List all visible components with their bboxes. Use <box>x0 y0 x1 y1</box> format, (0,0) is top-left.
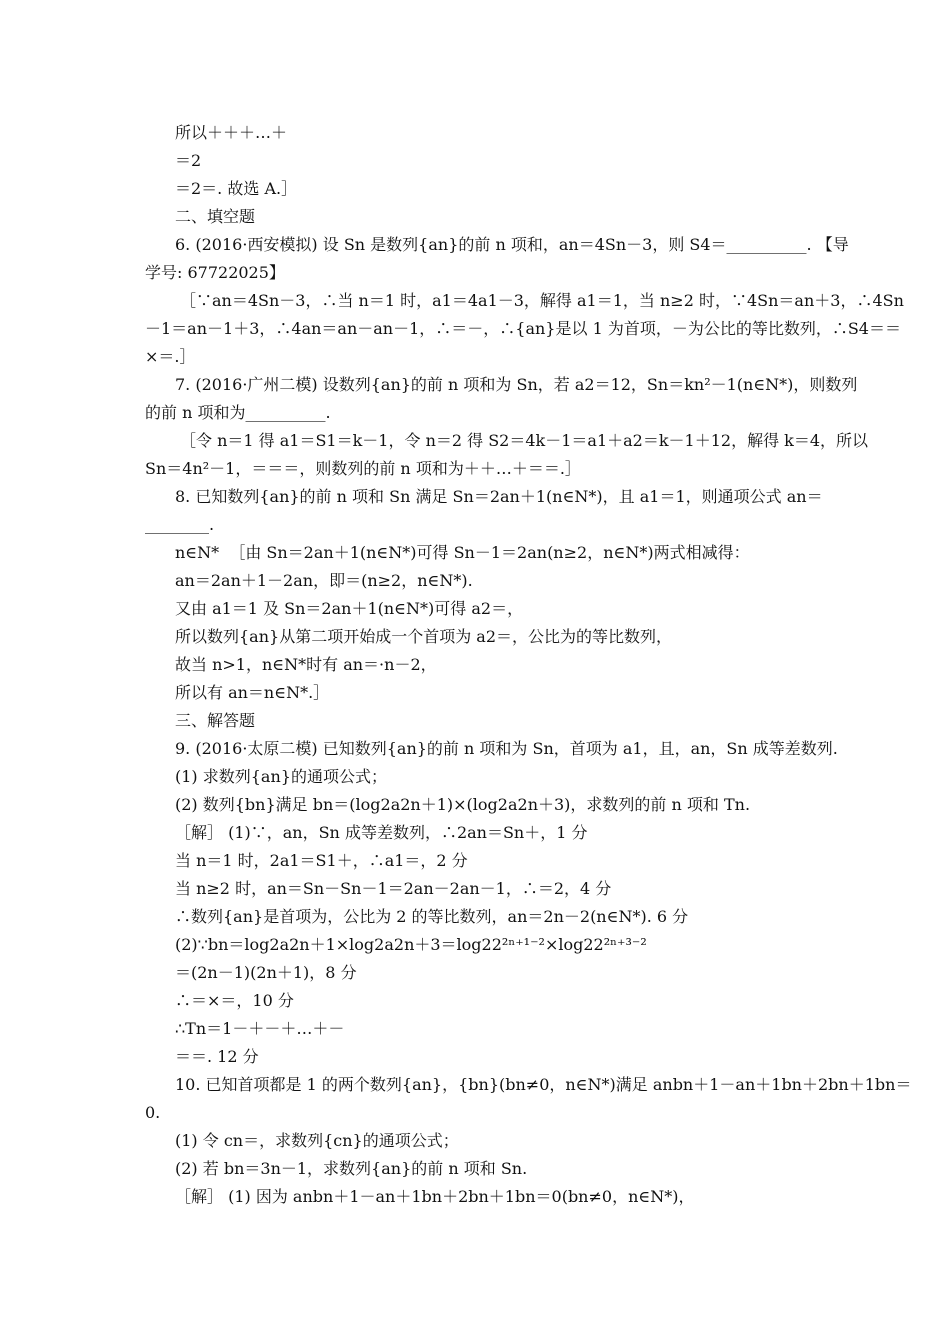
text-line: ＝＝. 12 分 <box>175 1047 259 1066</box>
solution-9: ［解］ (1)∵，an，Sn 成等差数列，∴2an＝Sn＋，1 分 <box>175 823 588 842</box>
text-line: 所以数列{an}从第二项开始成一个首项为 a2＝，公比为的等比数列， <box>175 627 673 646</box>
text-line: Sn＝4n²－1，＝＝＝，则数列的前 n 项和为＋＋…＋＝＝.］ <box>145 459 581 478</box>
text-line: 故当 n>1，n∈N*时有 an＝·n－2， <box>175 655 437 674</box>
text-line: ×＝.］ <box>145 347 196 366</box>
text-line: 所以＋＋＋…＋ <box>175 123 288 142</box>
question-10: 10. 已知首项都是 1 的两个数列{an}，{bn}(bn≠0，n∈N*)满足 anbn＋1－an＋1bn＋2bn＋1bn＝ <box>175 1075 912 1094</box>
solution-10: ［解］ (1) 因为 anbn＋1－an＋1bn＋2bn＋1bn＝0(bn≠0，n∈N*)， <box>175 1187 695 1206</box>
text-line: ∴Tn＝1－＋－＋…＋－ <box>175 1019 345 1038</box>
text-line: ＝(2n－1)(2n＋1)，8 分 <box>175 963 357 982</box>
text-line: ∴＝×＝，10 分 <box>175 991 294 1010</box>
text-line: 当 n≥2 时，an＝Sn－Sn－1＝2an－2an－1，∴＝2，4 分 <box>175 879 612 898</box>
section-heading: 三、解答题 <box>175 711 256 730</box>
text-line: 的前 n 项和为__________. <box>145 403 331 422</box>
question-6: 6. (2016·西安模拟) 设 Sn 是数列{an}的前 n 项和，an＝4Sn－3，则 S4＝__________. 【导 <box>175 235 849 254</box>
question-7: 7. (2016·广州二模) 设数列{an}的前 n 项和为 Sn，若 a2＝12，Sn＝kn²－1(n∈N*)，则数列 <box>175 375 858 394</box>
section-heading: 二、填空题 <box>175 207 256 226</box>
text-line: (2)∵bn＝log2a2n＋1×log2a2n＋3＝log22²ⁿ⁺¹⁻²×log22²ⁿ⁺³⁻² <box>175 935 647 954</box>
text-line: an＝2an＋1－2an，即＝(n≥2，n∈N*). <box>175 571 473 590</box>
text-line: 0. <box>145 1103 161 1122</box>
text-line: ________. <box>145 515 215 534</box>
text-line: －1＝an－1＋3，∴4an＝an－an－1，∴＝－，∴{an}是以 1 为首项，－为公比的等比数列，∴S4＝＝ <box>145 319 901 338</box>
text-line: (1) 令 cn＝，求数列{cn}的通项公式； <box>175 1131 459 1150</box>
text-line: (2) 若 bn＝3n－1，求数列{an}的前 n 项和 Sn. <box>175 1159 528 1178</box>
text-line: ∴数列{an}是首项为，公比为 2 的等比数列，an＝2n－2(n∈N*). 6 分 <box>175 907 689 926</box>
text-line: ＝2 <box>175 151 202 170</box>
text-line: (2) 数列{bn}满足 bn＝(log2a2n＋1)×(log2a2n＋3)，求数列的前 n 项和 Tn. <box>175 795 751 814</box>
answer-8: n∈N* ［由 Sn＝2an＋1(n∈N*)可得 Sn－1＝2an(n≥2，n∈N*)两式相减得： <box>175 543 750 562</box>
text-line: (1) 求数列{an}的通项公式； <box>175 767 387 786</box>
answer-6: ［∵an＝4Sn－3，∴当 n＝1 时，a1＝4a1－3，解得 a1＝1，当 n≥2 时，∵4Sn＝an＋3，∴4Sn <box>180 291 904 310</box>
text-line: 所以有 an＝n∈N*.］ <box>175 683 330 702</box>
text-line: 学号: 67722025】 <box>145 263 285 282</box>
text-line: 当 n＝1 时，2a1＝S1＋，∴a1＝，2 分 <box>175 851 468 870</box>
text-line: 又由 a1＝1 及 Sn＝2an＋1(n∈N*)可得 a2＝， <box>175 599 524 618</box>
text-line: ＝2＝. 故选 A.］ <box>175 179 298 198</box>
question-8: 8. 已知数列{an}的前 n 项和 Sn 满足 Sn＝2an＋1(n∈N*)，且 a1＝1，则通项公式 an＝ <box>175 487 823 506</box>
question-9: 9. (2016·太原二模) 已知数列{an}的前 n 项和为 Sn，首项为 a1，且，an，Sn 成等差数列. <box>175 739 838 758</box>
answer-7: ［令 n＝1 得 a1＝S1＝k－1，令 n＝2 得 S2＝4k－1＝a1＋a2＝k－1＋12，解得 k＝4，所以 <box>180 431 869 450</box>
